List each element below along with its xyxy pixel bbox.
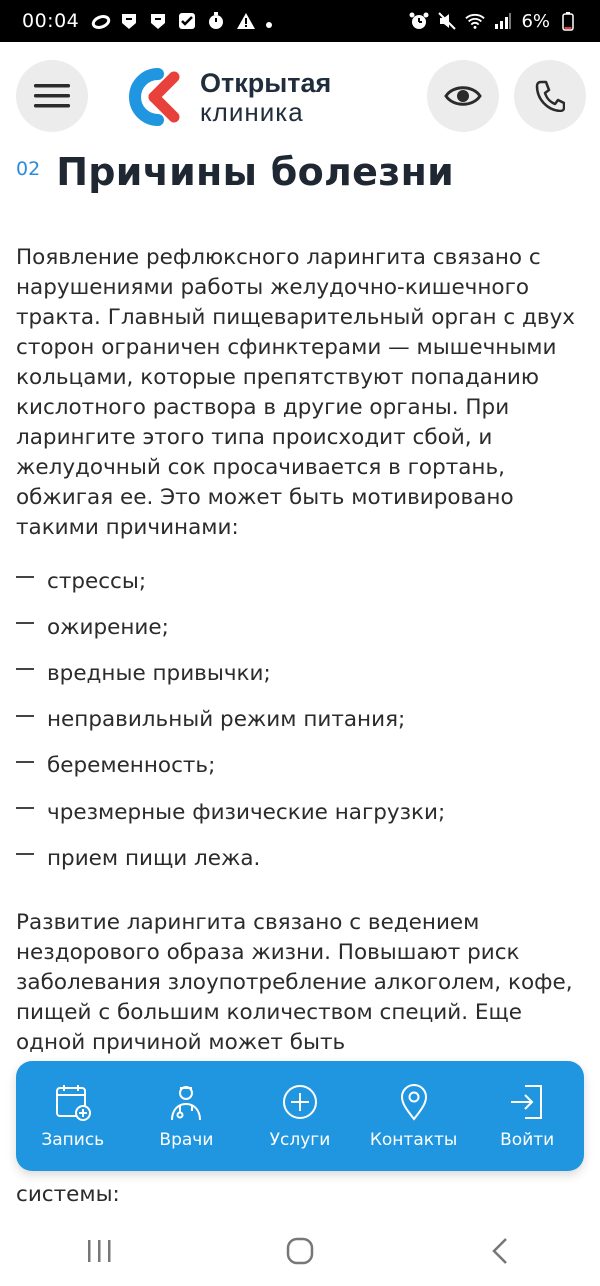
- list-item: стрессы;: [16, 558, 576, 604]
- logo-mark-icon: [128, 68, 190, 126]
- mute-icon: [437, 12, 457, 30]
- nav-appointment[interactable]: Запись: [18, 1082, 128, 1150]
- wifi-icon: [465, 12, 485, 30]
- status-time: 00:04: [22, 10, 80, 32]
- dash-bullet: [16, 715, 34, 717]
- home-icon: [285, 1236, 315, 1266]
- alarm-icon: [409, 12, 429, 30]
- shield-notification-icon-2: [149, 12, 169, 30]
- menu-button[interactable]: [16, 60, 88, 132]
- system-status-icons: [409, 11, 578, 32]
- back-chevron-icon: [490, 1236, 510, 1266]
- shield-notification-icon: [120, 12, 140, 30]
- eye-icon: [444, 83, 482, 109]
- call-button[interactable]: [514, 60, 586, 132]
- battery-icon: [558, 12, 578, 30]
- nav-contacts[interactable]: Контакты: [359, 1082, 469, 1150]
- list-item: неправильный режим питания;: [16, 697, 576, 743]
- clinic-logo[interactable]: [128, 67, 368, 127]
- dash-bullet: [16, 853, 34, 855]
- back-button[interactable]: [470, 1231, 530, 1271]
- plus-circle-icon: [280, 1082, 320, 1122]
- nav-services[interactable]: Услуги: [245, 1082, 355, 1150]
- dash-bullet: [16, 761, 34, 763]
- partial-paragraph: системы:: [16, 1182, 120, 1207]
- home-button[interactable]: [270, 1231, 330, 1271]
- warning-notification-icon: [236, 12, 256, 30]
- phone-icon: [535, 80, 565, 112]
- accessibility-view-button[interactable]: [427, 60, 499, 132]
- lifestyle-paragraph: Развитие ларингита связано с ведением нездорового образа жизни. Повышают риск заболевания злоупотребление алкоголем, кофе, пищей с большим количеством специй. Еще одной причиной может быть: [16, 910, 573, 1055]
- section-number: 02: [16, 158, 41, 180]
- timer-notification-icon: [207, 12, 227, 30]
- dash-bullet: [16, 807, 34, 809]
- status-bar: [0, 0, 600, 42]
- dash-bullet: [16, 576, 34, 578]
- doctor-icon: [166, 1082, 206, 1122]
- causes-list: [16, 558, 576, 881]
- recents-button[interactable]: [70, 1231, 130, 1271]
- list-item: прием пищи лежа.: [16, 835, 576, 881]
- section-heading: [16, 150, 454, 194]
- more-notifications-dot-icon: [265, 12, 285, 30]
- dash-bullet: [16, 668, 34, 670]
- system-nav-bar: [0, 1216, 600, 1286]
- nav-login[interactable]: Войти: [472, 1082, 582, 1150]
- battery-percent: 6%: [521, 10, 550, 32]
- recents-icon: [85, 1238, 115, 1264]
- check-notification-icon: [178, 12, 198, 30]
- intro-paragraph: Появление рефлюксного ларингита связано с нарушениями работы желудочно-кишечного тракта. Главный пищеварительный орган с двух сторон ограничен сфинктерами — мышечными кольцами, которые препятствуют попаданию кислотного раствора в другие органы. При ларингите этого типа происходит сбой, и желудочный сок просачивается в гортань, обжигая ее. Это может быть мотивировано такими причинами:: [16, 245, 576, 540]
- calendar-add-icon: [53, 1082, 93, 1122]
- location-pin-icon: [394, 1082, 434, 1122]
- site-header: [0, 42, 600, 152]
- bottom-nav: [16, 1061, 584, 1171]
- logo-line2: клиника: [200, 96, 304, 127]
- dash-bullet: [16, 622, 34, 624]
- nav-doctors[interactable]: Врачи: [131, 1082, 241, 1150]
- signal-icon: [493, 12, 513, 30]
- ring-notification-icon: [91, 12, 111, 30]
- login-icon: [507, 1082, 547, 1122]
- list-item: вредные привычки;: [16, 650, 576, 696]
- list-item: беременность;: [16, 743, 576, 789]
- notification-icons: [91, 12, 285, 30]
- list-item: чрезмерные физические нагрузки;: [16, 789, 576, 835]
- logo-line1: Открытая: [200, 67, 332, 98]
- hamburger-icon: [34, 82, 70, 110]
- section-title: Причины болезни: [56, 150, 455, 194]
- list-item: ожирение;: [16, 604, 576, 650]
